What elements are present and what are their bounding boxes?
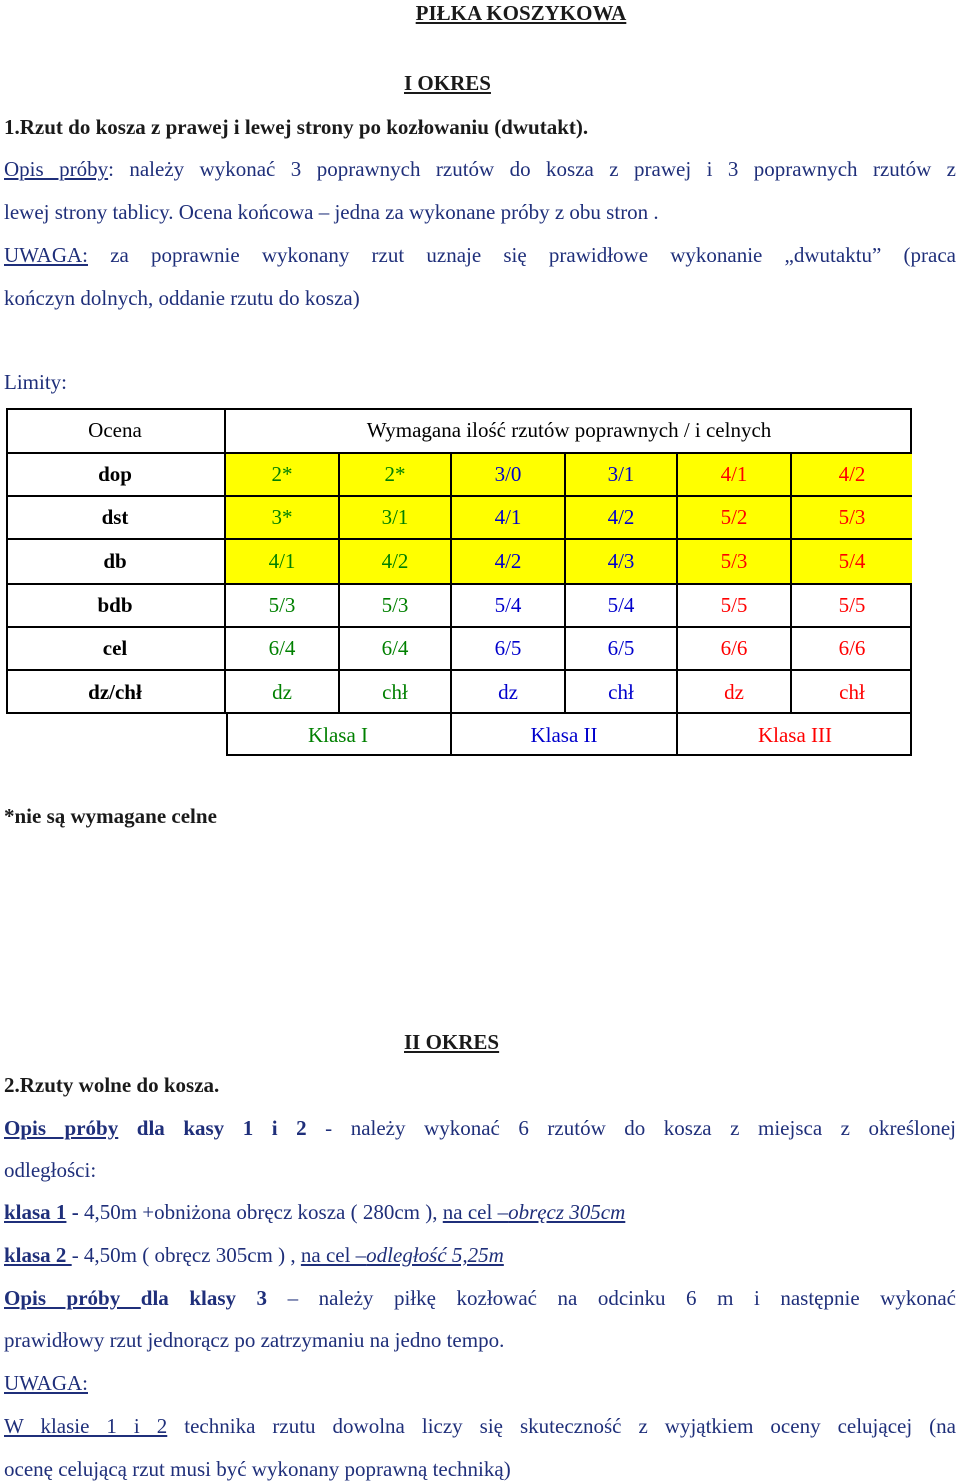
value-cell: 4/2 (381, 549, 409, 573)
note-2-text-a-end: (na (929, 1414, 956, 1438)
exercise-1-title: 1.Rzut do kosza z prawej i lewej strony po kozłowaniu (dwutakt). (4, 115, 589, 139)
class-1-label: Klasa I (307, 722, 369, 747)
klasa-2-target-value: odległość 5,25m (366, 1243, 504, 1267)
value-cell: 6/5 (607, 636, 635, 660)
klasa-2-label: klasa 2 (4, 1243, 72, 1267)
klasa-1-dash: - (66, 1200, 84, 1224)
exercise-1-description-line-2: lewej strony tablicy. Ocena końcowa – jedna za wykonane próby z obu stron . (4, 200, 659, 224)
grade-cell: dst (101, 505, 129, 529)
klasa-1-text: 4,50m +obniżona obręcz kosza ( 280cm ), (83, 1200, 443, 1224)
note-1-line-2: kończyn dolnych, oddanie rzutu do kosza) (4, 286, 360, 310)
value-cell: 5/3 (838, 505, 866, 529)
class-3-label: Klasa III (757, 722, 833, 747)
grade-cell: bdb (97, 593, 133, 617)
value-cell: 5/3 (381, 593, 409, 617)
exercise-2-title: 2.Rzuty wolne do kosza. (4, 1073, 220, 1097)
klasa-2-line (4, 1242, 956, 1268)
klasa-1-target-value: obręcz 305cm (508, 1200, 626, 1224)
description-3-bold: dla klasy 3 (140, 1286, 268, 1310)
exercise-2-description-line-1 (4, 1115, 956, 1141)
value-cell: 6/4 (381, 636, 409, 660)
value-cell: 4/2 (494, 549, 522, 573)
value-cell: chł (382, 680, 408, 704)
klasa-2-target-prefix: na cel – (300, 1243, 367, 1267)
limits-table (6, 408, 912, 756)
note-2-line-2: ocenę celującą rzut musi być wykonany poprawną techniką) (4, 1457, 511, 1481)
header-grade: Ocena (88, 417, 142, 442)
description-3-text-a: – należy piłkę kozłować na odcinku 6 m i następnie wykonać (267, 1286, 956, 1310)
value-cell: 3/0 (494, 462, 522, 486)
value-cell: 5/3 (720, 549, 748, 573)
header-requirement: Wymagana ilość rzutów poprawnych / i celnych (366, 417, 772, 442)
description-label: Opis próby (4, 157, 109, 181)
value-cell: 4/1 (494, 505, 522, 529)
footnote: *nie są wymagane celne (4, 804, 217, 828)
klasa-1-label: klasa 1 (4, 1200, 67, 1224)
period-1-heading: I OKRES (404, 71, 491, 95)
limits-label: Limity: (4, 370, 67, 394)
note-1-line-1 (4, 242, 956, 268)
note-2-underlined: W klasie 1 i 2 (4, 1414, 168, 1438)
value-cell: 5/4 (838, 549, 866, 573)
description-2-label: Opis próby (4, 1116, 119, 1140)
value-cell: dz (724, 680, 744, 704)
description-3-label: Opis próby (4, 1286, 141, 1310)
value-cell: 5/5 (720, 593, 748, 617)
note-2-text-a: technika rzutu dowolna liczy się skuteczność z wyjątkiem oceny celującej (167, 1414, 930, 1438)
exercise-1-description-line-1 (4, 156, 956, 182)
description-text-a: : należy wykonać 3 poprawnych rzutów do kosza z prawej i 3 poprawnych rzutów z (108, 157, 957, 181)
exercise-3-description-line-1 (4, 1285, 956, 1311)
value-cell: 4/3 (607, 549, 635, 573)
value-cell: chł (839, 680, 865, 704)
value-cell: 2* (384, 462, 406, 486)
value-cell: chł (608, 680, 634, 704)
grade-cell: cel (102, 636, 128, 660)
note-1-text-a: za poprawnie wykonany rzut uznaje się prawidłowe wykonanie „dwutaktu” (praca (88, 243, 956, 267)
value-cell: 6/4 (268, 636, 296, 660)
note-2-line-1 (4, 1413, 956, 1439)
value-cell: 5/2 (720, 505, 748, 529)
description-2-text-a: - należy wykonać 6 rzutów do kosza z miejsca z określonej (306, 1116, 957, 1140)
description-2-bold: dla kasy 1 i 2 (118, 1116, 307, 1140)
exercise-3-description-line-2: prawidłowy rzut jednorącz po zatrzymaniu na jedno tempo. (4, 1328, 505, 1352)
value-cell: 5/3 (268, 593, 296, 617)
value-cell: 3/1 (607, 462, 635, 486)
klasa-1-line (4, 1199, 956, 1225)
document-title: PIŁKA KOSZYKOWA (415, 1, 627, 25)
klasa-2-text: - 4,50m ( obręcz 305cm ) , (71, 1243, 301, 1267)
value-cell: 6/6 (720, 636, 748, 660)
grade-cell: db (103, 549, 127, 573)
value-cell: 4/2 (607, 505, 635, 529)
period-2-heading: II OKRES (404, 1030, 500, 1054)
note-label: UWAGA: (4, 243, 88, 267)
value-cell: dz (498, 680, 518, 704)
klasa-1-target-prefix: na cel – (442, 1200, 509, 1224)
value-cell: 5/4 (494, 593, 522, 617)
class-2-label: Klasa II (530, 722, 598, 747)
value-cell: 6/6 (838, 636, 866, 660)
value-cell: 5/5 (838, 593, 866, 617)
value-cell: 4/1 (720, 462, 748, 486)
value-cell: 4/1 (268, 549, 296, 573)
value-cell: 4/2 (838, 462, 866, 486)
value-cell: 2* (271, 462, 293, 486)
value-cell: 3/1 (381, 505, 409, 529)
value-cell: 6/5 (494, 636, 522, 660)
value-cell: dz (272, 680, 292, 704)
note-2-label: UWAGA: (4, 1371, 88, 1395)
value-cell: 5/4 (607, 593, 635, 617)
exercise-2-description-line-2: odległości: (4, 1158, 97, 1182)
grade-cell: dop (98, 462, 132, 486)
grade-cell: dz/chł (88, 680, 142, 704)
value-cell: 3* (271, 505, 293, 529)
